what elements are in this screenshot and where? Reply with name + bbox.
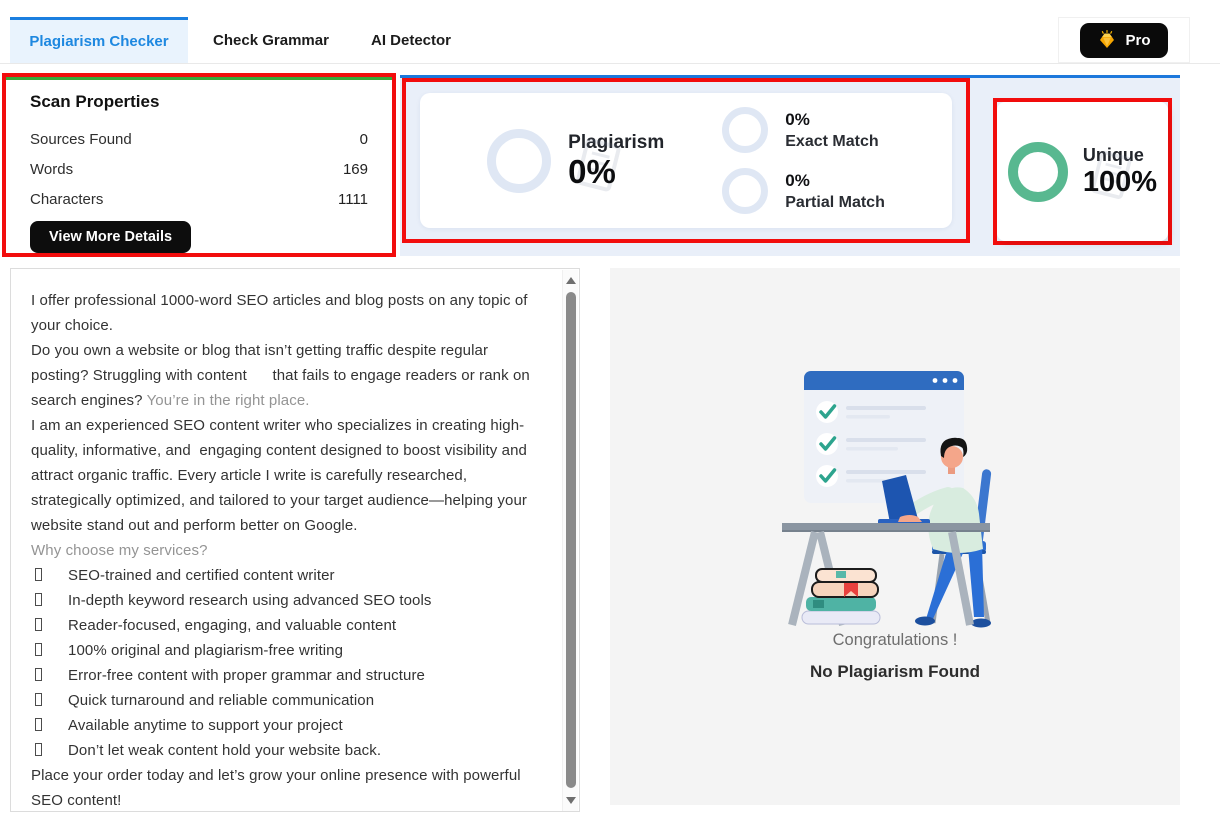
scan-row-sources: [30, 124, 368, 154]
scrollbar[interactable]: [562, 270, 578, 811]
missing-glyph-box-icon: [35, 693, 42, 706]
partial-match-label: Partial Match: [785, 193, 885, 211]
document-text-segment: You’re in the right place.: [146, 392, 310, 409]
congratulations-text: Congratulations !: [832, 631, 958, 649]
document-bullet-line: [31, 738, 543, 763]
document-text-segment: Reader-focused, engaging, and valuable content: [68, 617, 397, 634]
scrollbar-thumb[interactable]: [566, 292, 576, 788]
plagiarism-value: 0%: [568, 154, 664, 190]
partial-match-group: [722, 168, 885, 214]
scan-properties-title: Scan Properties: [30, 92, 160, 111]
missing-glyph-box-icon: [35, 718, 42, 731]
scan-row-label: Characters: [30, 190, 104, 208]
no-plagiarism-found-text: No Plagiarism Found: [809, 662, 981, 681]
missing-glyph-box-icon: [35, 668, 42, 681]
view-more-details-button[interactable]: View More Details: [30, 221, 191, 253]
plagiarism-result-box: [402, 78, 970, 243]
exact-match-label: Exact Match: [785, 132, 879, 150]
plagiarism-label: Plagiarism: [568, 131, 665, 153]
scan-properties-card: [2, 73, 396, 257]
scan-row-value: 169: [342, 160, 368, 178]
plagiarism-ring: [487, 129, 551, 193]
scan-row-words: [30, 154, 368, 184]
exact-match-value: 0%: [785, 109, 810, 129]
document-text: [31, 288, 543, 812]
document-bullet-line: [31, 563, 543, 588]
document-bullet-line: [31, 613, 543, 638]
no-plagiarism-illustration: [782, 371, 1007, 629]
unique-result-card: [997, 102, 1168, 241]
missing-glyph-box-icon: [35, 643, 42, 656]
document-paragraph: [31, 538, 543, 563]
scan-row-label: Sources Found: [30, 130, 132, 148]
tab-label: Check Grammar: [213, 31, 329, 49]
scan-row-characters: [30, 184, 368, 214]
tab-label: Plagiarism Checker: [29, 33, 169, 50]
gem-icon: [1097, 30, 1117, 50]
partial-match-ring: [722, 168, 768, 214]
scan-row-value: 0: [359, 130, 368, 148]
scrollbar-up-arrow-icon[interactable]: [566, 277, 576, 284]
document-text-segment: Available anytime to support your project: [68, 717, 343, 734]
unique-label: Unique: [1082, 144, 1144, 165]
document-bullet-line: [31, 688, 543, 713]
unique-ring: [1008, 142, 1068, 202]
missing-glyph-box-icon: [35, 568, 42, 581]
tab-ai-detector[interactable]: [366, 17, 456, 63]
document-bullet-line: [31, 663, 543, 688]
document-text-segment: I am an experienced SEO content writer who specializes in creating high-quality, informative, and engaging content designed to boost visibility and attract organic traffic. Every article I write is carefully researched, strategically optimized, and tailored to your target audience—helping your website stand out and perform better on Google.: [31, 417, 528, 534]
document-paragraph: [31, 763, 543, 812]
outcome-panel: [610, 268, 1180, 805]
document-text-segment: Why choose my services?: [31, 542, 208, 559]
unique-result-box: [993, 98, 1172, 245]
plagiarism-score-group: [487, 129, 664, 193]
document-bullet-line: [31, 638, 543, 663]
books: [802, 569, 880, 624]
missing-glyph-box-icon: [35, 618, 42, 631]
pro-button-label: Pro: [1125, 31, 1151, 49]
scan-row-label: Words: [30, 160, 74, 178]
document-bullet-line: [31, 588, 543, 613]
document-text-segment: Don’t let weak content hold your website back.: [68, 742, 382, 759]
plagiarism-result-card: [420, 93, 952, 228]
document-text-segment: 100% original and plagiarism-free writing: [68, 642, 344, 659]
document-text-segment: Do you own a website or blog that isn’t getting traffic despite regular posting? Struggling with content that fails to engage readers or rank on search engines?: [31, 342, 530, 409]
document-text-segment: I offer professional 1000-word SEO articles and blog posts on any topic of your choice.: [31, 292, 528, 334]
document-text-segment: Quick turnaround and reliable communication: [68, 692, 375, 709]
tab-plagiarism-checker[interactable]: [10, 17, 188, 63]
missing-glyph-box-icon: [35, 593, 42, 606]
document-paragraph: [31, 288, 543, 338]
document-text-segment: SEO-trained and certified content writer: [68, 567, 335, 584]
results-strip: [400, 75, 1180, 256]
pro-button-container: [1058, 17, 1190, 63]
document-text-segment: In-depth keyword research using advanced SEO tools: [68, 592, 432, 609]
scrollbar-down-arrow-icon[interactable]: [566, 797, 576, 804]
header-tab-bar: [0, 0, 1220, 64]
tab-label: AI Detector: [370, 31, 452, 49]
document-bullet-line: [31, 713, 543, 738]
partial-match-value: 0%: [785, 170, 810, 190]
exact-match-ring: [722, 107, 768, 153]
tab-check-grammar[interactable]: [196, 17, 346, 63]
unique-value: 100%: [1083, 166, 1157, 199]
exact-match-group: [722, 107, 885, 153]
pro-button[interactable]: [1080, 23, 1168, 58]
document-paragraph: [31, 413, 543, 538]
scan-row-value: 1111: [337, 190, 368, 208]
missing-glyph-box-icon: [35, 743, 42, 756]
scanned-text-panel: [10, 268, 580, 812]
document-text-segment: Error-free content with proper grammar and structure: [68, 667, 426, 684]
document-text-segment: Place your order today and let’s grow your online presence with powerful SEO content!: [31, 767, 521, 809]
document-paragraph: [31, 338, 543, 413]
